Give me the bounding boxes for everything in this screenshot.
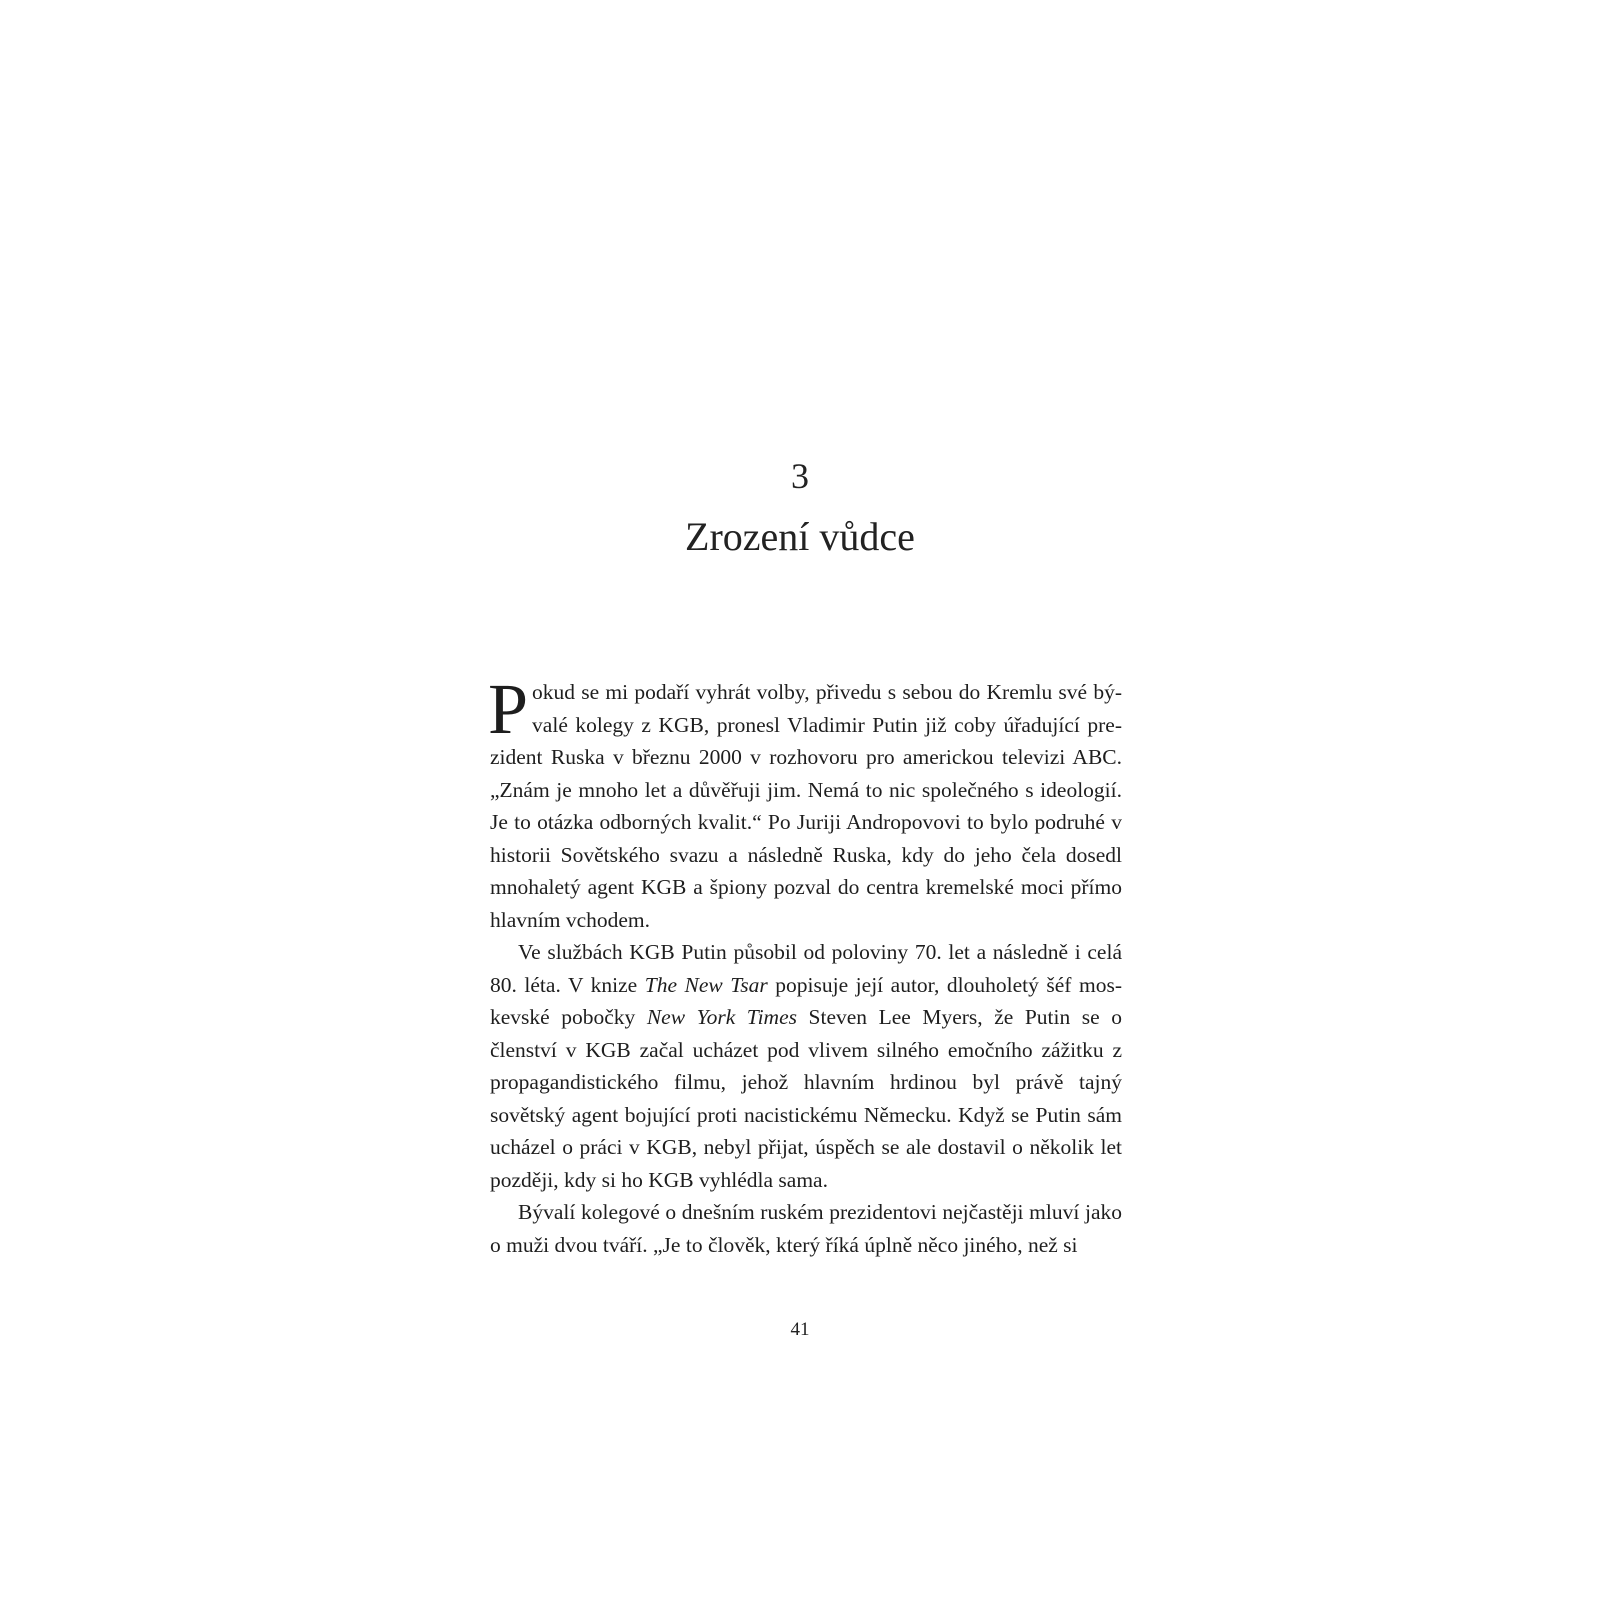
- page-number: 41: [790, 1319, 810, 1340]
- paragraph-2: [490, 936, 1122, 1196]
- drop-cap: P: [488, 669, 529, 749]
- paragraph-text: popisuje její autor, dlouholetý šéf moskevské pobočky: [490, 972, 1122, 1029]
- paragraph-text: Ve službách KGB Putin působil od poloviny 70. let a následně i celá 80. léta. V knize: [490, 940, 1122, 997]
- paragraph-3: [490, 1196, 1122, 1261]
- newspaper-title: New York Times: [646, 1005, 797, 1029]
- paragraph-text: Bývalí kolegové o dnešním ruském prezidentovi nejčastěji mluví jako o muži dvou tváří. „Je to člověk, který říká úplně něco jiného, než si: [490, 1200, 1122, 1257]
- book-title: The New Tsar: [644, 972, 768, 997]
- chapter-number: 3: [791, 456, 809, 496]
- paragraph-text: okud se mi podaří vyhrát volby, přivedu s sebou do Kremlu své bývalé kolegy z KGB, pronesl Vladimir Putin již coby úřadující prezident Ruska v březnu 2000 v rozhovoru pro americkou televizi ABC. „Znám je mnoho let a důvěřuji jim. Nemá to nic společného s ideologií. Je to otázka odborných kvalit.“ Po Juriji Andropovovi to bylo podruhé v historii Sovětského svazu a následně Ruska, kdy do jeho čela dosedl mnohaletý agent KGB a špiony pozval do centra kremelské moci přímo hlavním vchodem.: [490, 680, 1122, 932]
- paragraph-1: [488, 669, 1122, 936]
- paragraph-text: Steven Lee Myers, že Putin se o členství v KGB začal ucházet pod vlivem silného emočního zážitku z propagandistického filmu, jehož hlavním hrdinou byl právě tajný sovětský agent bojující proti nacistickému Německu. Když se Putin sám ucházel o práci v KGB, nebyl přijat, úspěch se ale dostavil o několik let později, kdy si ho KGB vyhlédla sama.: [490, 1005, 1122, 1192]
- body-text: [488, 669, 1122, 1261]
- chapter-title: Zrození vůdce: [685, 514, 915, 559]
